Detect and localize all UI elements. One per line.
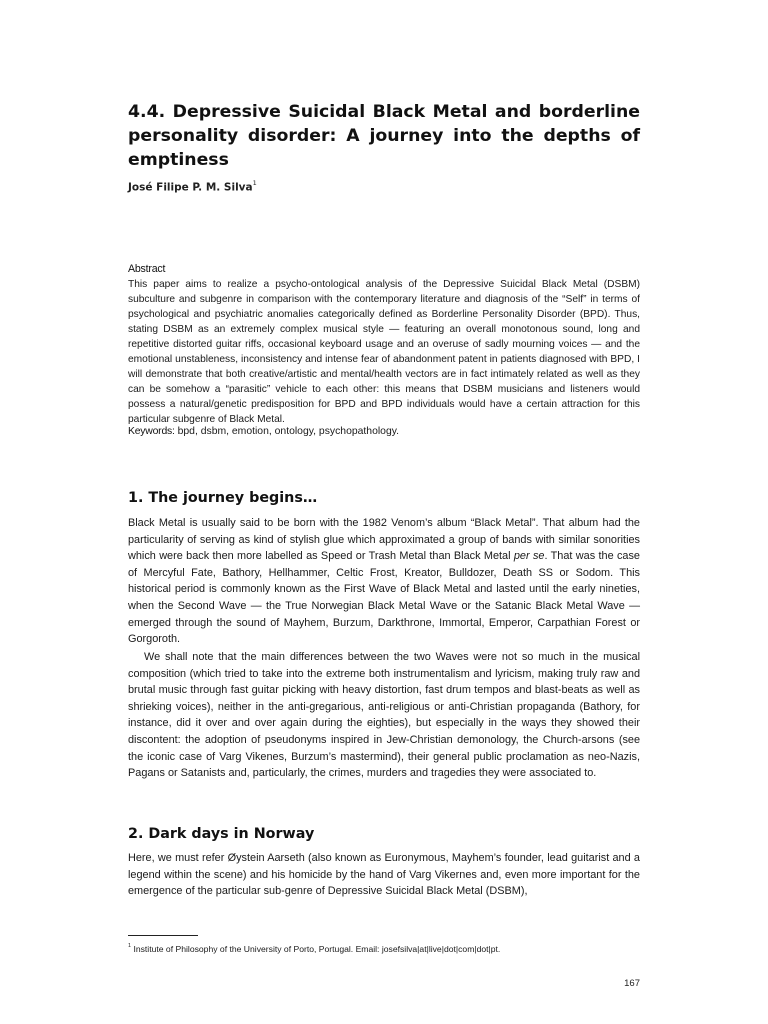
section-2-paragraph-1: Here, we must refer Øystein Aarseth (also known as Euronymous, Mayhem’s founder, lead guitarist and a legend within the scene) and his homicide by the hand of Varg Vikernes and, even more important for the emergence of the particular sub-genre of Depressive Suicidal Black Metal (DSBM),	[128, 852, 640, 898]
abstract-text: This paper aims to realize a psycho-ontological analysis of the Depressive Suicidal Black Metal (DSBM) subculture and subgenre in comparison with the contemporary literature and diagnosis of the “Self” in terms of psychological and psychiatric anomalies categorically defined as Borderline Personality Disorder (BPD). Thus, stating DSBM as an extremely complex musical style — featuring an overall monotonous sound, long and repetitive distorted guitar riffs, occasional keyboard usage and an overuse of sadly mourning voices — and the emotional unstableness, inconsistency and intense fear of abandonment patent in patients diagnosed with BPD, I will demonstrate that both creative/artistic and mental/health vectors are in fact intimately related as well as they can be somehow a “parasitic” vehicle to each other: this means that DSBM musicians and listeners would possess a natural/genetic predisposition for BPD and BPD individuals would have a certain attraction for this particular subgenre of Black Metal.	[128, 279, 640, 425]
para-italic-text: per se	[513, 550, 545, 563]
para-text: . That was the case of Mercyful Fate, Bathory, Hellhammer, Celtic Frost, Kreator, Bulldozer, Death SS or Sodom. This historical period is commonly known as the First Wave of Black Metal and lasted until the early nineties, when the Second Wave — the True Norwegian Black Metal Wave or the Satanic Black Metal Wave — emerged through the sound of Mayhem, Burzum, Darkthrone, Immortal, Emperor, Carpathian Forest or Gorgoroth.	[128, 550, 640, 646]
section-2-heading: 2. Dark days in Norway	[128, 826, 315, 842]
abstract-heading: Abstract	[128, 263, 166, 275]
author-name: José Filipe P. M. Silva	[128, 181, 253, 194]
footnote-rule	[128, 935, 198, 936]
section-1-paragraph-1	[128, 515, 640, 648]
author-line	[128, 180, 640, 194]
abstract-block	[128, 262, 640, 427]
footnote	[128, 941, 640, 955]
section-1-paragraph-2	[128, 649, 640, 782]
para-text: We shall note that the main differences between the two Waves were not so much in the musical composition (which tried to take into the extreme both instrumentalism and lyricism, making truly raw and brutal music through fast guitar picking with heavy distortion, fast drum tempos and blast-beats as well as shrieking voices), neither in the anti-gregarious, anti-religious or anti-Christian propaganda (Bathory, for instance, did it over and over again during the eighties), but especially in the ways they showed their discontent: the adoption of pseudonyms inspired in Jew-Christian demonology, the Church-arsons (see the iconic case of Varg Vikenes, Burzum’s mastermind), their general public proclamation as neo-Nazis, Pagans or Satanists and, particularly, the crimes, murders and tragedies they were associated to.	[128, 651, 640, 780]
keywords-line	[128, 424, 640, 439]
keywords-label: Keywords:	[128, 426, 175, 437]
footnote-text: Institute of Philosophy of the University of Porto, Portugal. Email: josefsilva|at|live|dot|com|dot|pt.	[133, 943, 501, 954]
author-footnote-marker: 1	[252, 179, 257, 187]
keywords-list: bpd, dsbm, emotion, ontology, psychopathology.	[177, 426, 400, 437]
para-text: Black Metal is usually said to be born with the 1982 Venom’s album “Black Metal”. That album had the particularity of serving as kind of stylish glue which approximated a group of bands with similar sonorities which were back then more labelled as Speed or Trash Metal than Black Metal	[128, 517, 640, 563]
footnote-marker: 1	[128, 943, 132, 949]
paper-title: 4.4. Depressive Suicidal Black Metal and borderline personality disorder: A journey into the depths of emptiness	[128, 102, 640, 170]
page-number: 167	[624, 978, 640, 989]
section-1-heading: 1. The journey begins…	[128, 490, 318, 506]
